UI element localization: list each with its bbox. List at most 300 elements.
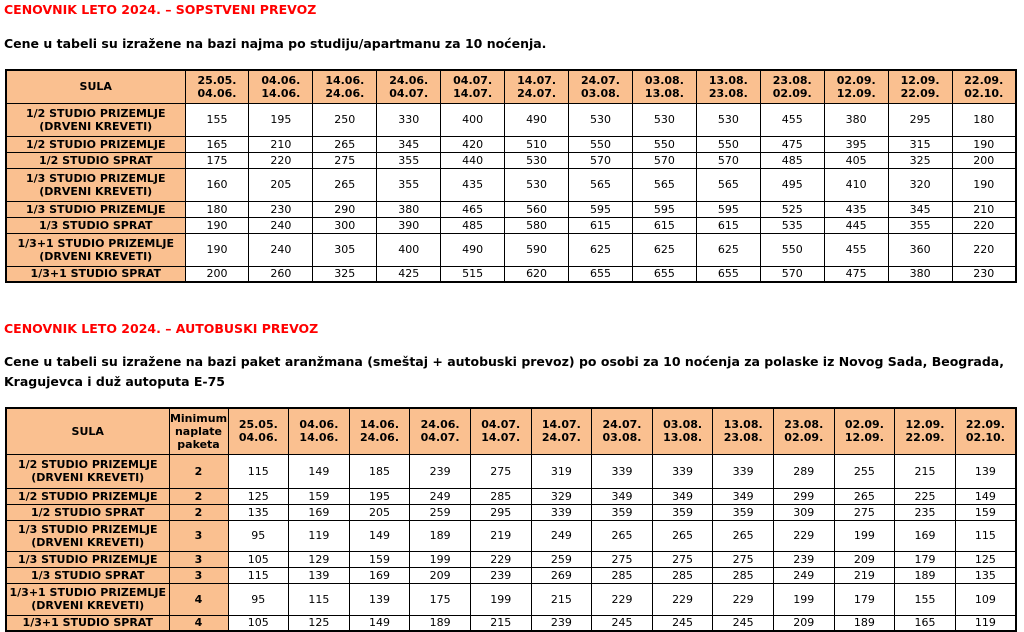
price-cell: 570: [632, 152, 696, 168]
price-cell: 510: [505, 136, 569, 152]
price-cell: 625: [696, 233, 760, 266]
table-row: [6, 583, 1016, 615]
cell-line: 1/2 STUDIO SPRAT: [38, 153, 153, 167]
price-cell: 265: [313, 136, 377, 152]
price-cell: 395: [824, 136, 888, 152]
price-table-bus-transport: [5, 407, 1017, 632]
cell-line: 12.09.: [844, 431, 884, 445]
price-cell: 265: [713, 520, 774, 551]
row-label: [6, 266, 185, 282]
price-cell: 190: [185, 217, 249, 233]
price-cell: 485: [760, 152, 824, 168]
price-cell: 245: [652, 615, 713, 631]
price-cell: 205: [249, 168, 313, 201]
column-header-period: [470, 408, 531, 454]
column-header-period: [952, 70, 1016, 103]
price-cell: 135: [228, 504, 289, 520]
table-row: [6, 168, 1016, 201]
price-cell: 325: [313, 266, 377, 282]
cell-line: 24.07.: [517, 86, 557, 100]
price-cell: 295: [470, 504, 531, 520]
price-cell: 615: [632, 217, 696, 233]
price-cell: 260: [249, 266, 313, 282]
price-cell: 200: [185, 266, 249, 282]
column-header-period: [824, 70, 888, 103]
cell-line: 14.07.: [453, 86, 493, 100]
price-cell: 289: [773, 454, 834, 488]
price-cell: 215: [470, 615, 531, 631]
table-row: [6, 233, 1016, 266]
cell-line: 14.07.: [481, 431, 521, 445]
price-cell: 219: [470, 520, 531, 551]
row-label: [6, 152, 185, 168]
cell-line: 23.08.: [772, 73, 812, 87]
price-cell: 240: [249, 233, 313, 266]
cell-line: 25.05.: [197, 73, 237, 87]
price-cell: 565: [569, 168, 633, 201]
price-cell: 190: [952, 136, 1016, 152]
cell-line: 13.08.: [644, 86, 684, 100]
cell-line: 14.06.: [261, 86, 301, 100]
price-cell: 275: [652, 551, 713, 567]
price-cell: 245: [592, 615, 653, 631]
price-cell: 179: [834, 583, 895, 615]
price-cell: 155: [895, 583, 956, 615]
price-cell: 515: [441, 266, 505, 282]
price-cell: 349: [713, 488, 774, 504]
cell-line: (DRVENI KREVETI): [39, 119, 153, 133]
price-cell: 620: [505, 266, 569, 282]
cell-line: 24.07.: [581, 73, 620, 87]
price-cell: 455: [824, 233, 888, 266]
price-cell: 655: [632, 266, 696, 282]
price-cell: 560: [505, 201, 569, 217]
minimum-packages: 4: [169, 615, 228, 631]
price-cell: 490: [441, 233, 505, 266]
price-cell: 339: [592, 454, 653, 488]
price-cell: 125: [289, 615, 350, 631]
price-cell: 139: [349, 583, 410, 615]
price-cell: 359: [592, 504, 653, 520]
price-cell: 330: [377, 103, 441, 136]
cell-line: 1/3+1 STUDIO SPRAT: [22, 616, 153, 630]
price-cell: 295: [888, 103, 952, 136]
price-cell: 265: [834, 488, 895, 504]
price-cell: 315: [888, 136, 952, 152]
cell-line: 12.09.: [900, 73, 940, 87]
price-cell: 229: [773, 520, 834, 551]
table-row: [6, 615, 1016, 631]
minimum-packages: 2: [169, 454, 228, 488]
table-row: [6, 266, 1016, 282]
row-label: [6, 520, 169, 551]
table-row: [6, 103, 1016, 136]
price-cell: 219: [834, 567, 895, 583]
price-cell: 525: [760, 201, 824, 217]
price-cell: 105: [228, 615, 289, 631]
column-header-period: [895, 408, 956, 454]
column-header-period: [834, 408, 895, 454]
minimum-packages: 3: [169, 551, 228, 567]
price-cell: 169: [289, 504, 350, 520]
cell-line: 1/3 STUDIO PRIZEMLJE: [25, 171, 166, 185]
price-cell: 285: [470, 488, 531, 504]
row-label: [6, 551, 169, 567]
price-cell: 249: [531, 520, 592, 551]
price-cell: 139: [955, 454, 1016, 488]
cell-line: 24.07.: [602, 418, 642, 432]
price-cell: 380: [888, 266, 952, 282]
price-cell: 530: [505, 168, 569, 201]
price-cell: 95: [228, 520, 289, 551]
price-cell: 229: [592, 583, 653, 615]
cell-line: 02.09.: [772, 86, 812, 100]
price-cell: 655: [569, 266, 633, 282]
minimum-packages: 3: [169, 567, 228, 583]
price-cell: 225: [895, 488, 956, 504]
price-cell: 580: [505, 217, 569, 233]
table-row: [6, 551, 1016, 567]
table-row: [6, 201, 1016, 217]
table-row: [6, 567, 1016, 583]
price-cell: 165: [895, 615, 956, 631]
price-table-own-transport: [5, 69, 1017, 283]
price-cell: 180: [185, 201, 249, 217]
price-cell: 265: [313, 168, 377, 201]
price-cell: 165: [185, 136, 249, 152]
price-cell: 115: [228, 567, 289, 583]
price-cell: 440: [441, 152, 505, 168]
price-cell: 625: [569, 233, 633, 266]
price-cell: 495: [760, 168, 824, 201]
section2-description: Cene u tabeli su izražene na bazi paket aranžmana (smeštaj + autobuski prevoz) po osobi za 10 noćenja za polaske iz Novog Sada, Beograda, Kragujevca i duž autoputa E-75: [4, 354, 1004, 389]
column-header-period: [569, 70, 633, 103]
row-label: [6, 233, 185, 266]
price-cell: 195: [249, 103, 313, 136]
column-header-period: [505, 70, 569, 103]
column-header-period: [228, 408, 289, 454]
price-cell: 465: [441, 201, 505, 217]
cell-line: 24.06.: [389, 73, 429, 87]
price-cell: 410: [824, 168, 888, 201]
price-cell: 530: [696, 103, 760, 136]
cell-line: 1/3+1 STUDIO PRIZEMLJE: [17, 236, 174, 250]
price-cell: 345: [377, 136, 441, 152]
price-cell: 300: [313, 217, 377, 233]
cell-line: 13.08.: [708, 73, 748, 87]
cell-line: 1/2 STUDIO SPRAT: [30, 505, 145, 519]
cell-line: 02.10.: [965, 431, 1005, 445]
cell-line: naplate: [174, 424, 223, 438]
price-cell: 485: [441, 217, 505, 233]
column-header-period: [410, 408, 471, 454]
cell-line: (DRVENI KREVETI): [31, 535, 145, 549]
cell-line: 14.06.: [360, 418, 400, 432]
row-label: [6, 136, 185, 152]
cell-line: 24.06.: [360, 431, 400, 445]
price-cell: 220: [952, 217, 1016, 233]
price-cell: 220: [249, 152, 313, 168]
price-cell: 159: [349, 551, 410, 567]
price-cell: 380: [824, 103, 888, 136]
cell-line: 22.09.: [964, 73, 1004, 87]
price-cell: 565: [696, 168, 760, 201]
price-cell: 275: [313, 152, 377, 168]
price-cell: 169: [895, 520, 956, 551]
price-cell: 209: [410, 567, 471, 583]
price-cell: 359: [652, 504, 713, 520]
price-cell: 530: [569, 103, 633, 136]
price-cell: 275: [592, 551, 653, 567]
column-header-period: [888, 70, 952, 103]
price-cell: 209: [834, 551, 895, 567]
cell-line: (DRVENI KREVETI): [31, 471, 145, 484]
cell-line: (DRVENI KREVETI): [39, 184, 153, 198]
price-cell: 119: [289, 520, 350, 551]
price-cell: 149: [955, 488, 1016, 504]
column-header-period: [713, 408, 774, 454]
price-cell: 329: [531, 488, 592, 504]
price-cell: 595: [569, 201, 633, 217]
section1-description: Cene u tabeli su izražene na bazi najma po studiju/apartmanu za 10 noćenja.: [4, 36, 547, 51]
price-cell: 275: [834, 504, 895, 520]
price-cell: 285: [713, 567, 774, 583]
cell-line: 04.07.: [389, 86, 429, 100]
cell-line: 1/3 STUDIO SPRAT: [38, 218, 153, 232]
cell-line: 22.09.: [905, 431, 945, 445]
cell-line: Minimum: [169, 411, 228, 425]
cell-line: 1/3 STUDIO PRIZEMLJE: [25, 202, 166, 216]
price-cell: 355: [377, 152, 441, 168]
price-cell: 195: [349, 488, 410, 504]
price-cell: 200: [952, 152, 1016, 168]
table-row: [6, 520, 1016, 551]
section1-title: CENOVNIK LETO 2024. – SOPSTVENI PREVOZ: [4, 2, 317, 17]
price-cell: 390: [377, 217, 441, 233]
price-cell: 345: [888, 201, 952, 217]
cell-line: 04.06.: [261, 73, 301, 87]
cell-line: 23.08.: [723, 431, 763, 445]
cell-line: 04.07.: [420, 431, 460, 445]
price-cell: 309: [773, 504, 834, 520]
cell-line: 14.06.: [325, 73, 365, 87]
price-cell: 320: [888, 168, 952, 201]
price-cell: 349: [652, 488, 713, 504]
column-header-period: [441, 70, 505, 103]
cell-line: 02.09.: [836, 73, 876, 87]
row-label: [6, 567, 169, 583]
price-cell: 339: [713, 454, 774, 488]
price-cell: 550: [569, 136, 633, 152]
column-header-period: [313, 70, 377, 103]
price-cell: 455: [760, 103, 824, 136]
row-label: [6, 504, 169, 520]
price-cell: 550: [632, 136, 696, 152]
cell-line: 24.07.: [541, 431, 581, 445]
cell-line: 14.06.: [299, 431, 339, 445]
column-header-sula: SULA: [6, 408, 169, 454]
price-cell: 249: [410, 488, 471, 504]
price-cell: 190: [185, 233, 249, 266]
cell-line: 23.08.: [708, 86, 748, 100]
price-cell: 565: [632, 168, 696, 201]
cell-line: 02.09.: [844, 418, 884, 432]
cell-line: 13.08.: [723, 418, 763, 432]
price-cell: 160: [185, 168, 249, 201]
price-cell: 625: [632, 233, 696, 266]
price-cell: 115: [289, 583, 350, 615]
column-header-period: [185, 70, 249, 103]
price-cell: 250: [313, 103, 377, 136]
price-cell: 339: [531, 504, 592, 520]
cell-line: 1/3 STUDIO PRIZEMLJE: [17, 522, 158, 536]
cell-line: 24.06.: [420, 418, 460, 432]
table-row: [6, 152, 1016, 168]
price-cell: 405: [824, 152, 888, 168]
cell-line: 03.08.: [663, 418, 703, 432]
row-label: [6, 583, 169, 615]
column-header-period: [349, 408, 410, 454]
table-row: [6, 454, 1016, 488]
price-cell: 570: [760, 266, 824, 282]
price-cell: 615: [569, 217, 633, 233]
price-cell: 185: [349, 454, 410, 488]
column-header-period: [696, 70, 760, 103]
cell-line: 12.09.: [836, 86, 876, 100]
price-cell: 319: [531, 454, 592, 488]
price-cell: 159: [955, 504, 1016, 520]
price-cell: 265: [592, 520, 653, 551]
table-row: [6, 488, 1016, 504]
minimum-packages: 3: [169, 520, 228, 551]
price-cell: 359: [713, 504, 774, 520]
price-cell: 349: [592, 488, 653, 504]
price-cell: 590: [505, 233, 569, 266]
table-row: [6, 504, 1016, 520]
price-cell: 290: [313, 201, 377, 217]
cell-line: 1/3+1 STUDIO PRIZEMLJE: [9, 586, 166, 599]
price-cell: 199: [834, 520, 895, 551]
cell-line: 22.09.: [900, 86, 940, 100]
table-row: [6, 217, 1016, 233]
price-cell: 265: [652, 520, 713, 551]
price-cell: 535: [760, 217, 824, 233]
cell-line: 04.06.: [238, 431, 278, 445]
price-cell: 275: [470, 454, 531, 488]
price-cell: 380: [377, 201, 441, 217]
price-cell: 360: [888, 233, 952, 266]
price-cell: 149: [349, 615, 410, 631]
cell-line: (DRVENI KREVETI): [39, 249, 153, 263]
price-cell: 530: [632, 103, 696, 136]
price-cell: 220: [952, 233, 1016, 266]
price-cell: 215: [895, 454, 956, 488]
column-header-period: [377, 70, 441, 103]
cell-line: 04.07.: [481, 418, 521, 432]
cell-line: paketa: [177, 437, 220, 451]
price-cell: 179: [895, 551, 956, 567]
price-cell: 299: [773, 488, 834, 504]
price-cell: 355: [888, 217, 952, 233]
cell-line: 14.07.: [541, 418, 581, 432]
cell-line: 1/2 STUDIO PRIZEMLJE: [17, 489, 158, 503]
price-cell: 239: [773, 551, 834, 567]
row-label: [6, 217, 185, 233]
price-cell: 239: [531, 615, 592, 631]
price-cell: 255: [834, 454, 895, 488]
price-cell: 425: [377, 266, 441, 282]
column-header-period: [249, 70, 313, 103]
price-cell: 239: [470, 567, 531, 583]
price-cell: 240: [249, 217, 313, 233]
price-cell: 229: [652, 583, 713, 615]
price-cell: 595: [632, 201, 696, 217]
cell-line: (DRVENI KREVETI): [31, 599, 145, 612]
price-cell: 175: [185, 152, 249, 168]
cell-line: 03.08.: [581, 86, 620, 100]
price-cell: 230: [952, 266, 1016, 282]
price-cell: 475: [824, 266, 888, 282]
price-cell: 115: [955, 520, 1016, 551]
price-cell: 209: [773, 615, 834, 631]
price-cell: 305: [313, 233, 377, 266]
cell-line: 02.10.: [964, 86, 1004, 100]
price-cell: 199: [773, 583, 834, 615]
row-label: [6, 488, 169, 504]
price-cell: 355: [377, 168, 441, 201]
price-cell: 550: [760, 233, 824, 266]
price-cell: 420: [441, 136, 505, 152]
price-cell: 655: [696, 266, 760, 282]
price-cell: 259: [531, 551, 592, 567]
price-cell: 400: [377, 233, 441, 266]
price-cell: 435: [824, 201, 888, 217]
cell-line: 24.06.: [325, 86, 365, 100]
price-cell: 230: [249, 201, 313, 217]
price-cell: 155: [185, 103, 249, 136]
cell-line: 13.08.: [663, 431, 703, 445]
price-cell: 435: [441, 168, 505, 201]
cell-line: 22.09.: [965, 418, 1005, 432]
column-header-period: [955, 408, 1016, 454]
price-cell: 239: [410, 454, 471, 488]
cell-line: 12.09.: [905, 418, 945, 432]
price-cell: 269: [531, 567, 592, 583]
cell-line: 1/3 STUDIO SPRAT: [30, 568, 145, 582]
price-cell: 169: [349, 567, 410, 583]
price-cell: 119: [955, 615, 1016, 631]
price-cell: 530: [505, 152, 569, 168]
cell-line: 04.06.: [299, 418, 339, 432]
price-cell: 210: [952, 201, 1016, 217]
minimum-packages: 2: [169, 488, 228, 504]
price-cell: 339: [652, 454, 713, 488]
cell-line: 03.08.: [644, 73, 684, 87]
price-cell: 229: [713, 583, 774, 615]
price-cell: 189: [834, 615, 895, 631]
price-cell: 275: [713, 551, 774, 567]
row-label: [6, 168, 185, 201]
price-cell: 189: [410, 615, 471, 631]
row-label: [6, 103, 185, 136]
price-cell: 445: [824, 217, 888, 233]
cell-line: 25.05.: [238, 418, 278, 432]
cell-line: 02.09.: [784, 431, 824, 445]
price-cell: 149: [289, 454, 350, 488]
price-cell: 285: [592, 567, 653, 583]
cell-line: 1/2 STUDIO PRIZEMLJE: [25, 137, 166, 151]
price-cell: 189: [895, 567, 956, 583]
